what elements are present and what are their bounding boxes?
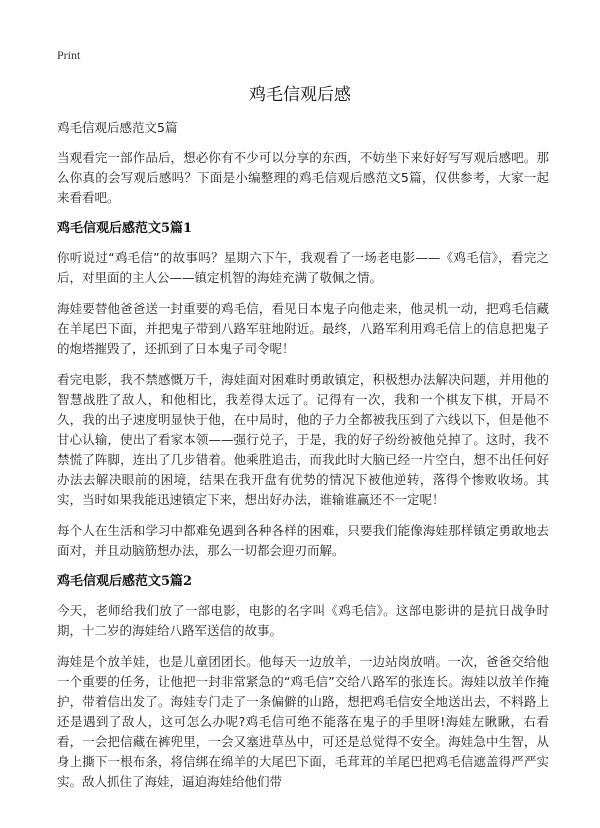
subtitle: 鸡毛信观后感范文5篇 xyxy=(57,120,178,135)
paragraph: 海娃要替他爸爸送一封重要的鸡毛信，看见日本鬼子向他走来，他灵机一动，把鸡毛信藏在羊尾巴下面，并把鬼子带到八路军驻地附近。最终，八路军利用鸡毛信上的信息把鬼子的炮塔摧毁了，还抓到了日本鬼子司令呢！ xyxy=(57,301,549,356)
page-title: 鸡毛信观后感 xyxy=(249,85,351,105)
paragraph: 海娃是个放羊娃，也是儿童团团长。他每天一边放羊，一边站岗放哨。一次，爸爸交给他一个重要的任务，让他把一封非常紧急的“鸡毛信”交给八路军的张连长。海娃以放羊作掩护，带着信出发了。海娃专门走了一条偏僻的山路，想把鸡毛信安全地送出去，不料路上还是遇到了敌人，这可怎么办呢?鸡毛信可绝不能落在鬼子的手里呀!海娃左瞅瞅，右看看，一会把信藏在裤兜里，一会又塞进草丛中，可还是总觉得不安全。海娃急中生智，从身上撕下一根布条，将信绑在绵羊的大尾巴下面，毛茸茸的羊尾巴把鸡毛信遮盖得严严实实。敌人抓住了海娃，逼迫海娃给他们带 xyxy=(57,654,549,789)
section-heading: 鸡毛信观后感范文5篇1 xyxy=(57,221,193,236)
article-body xyxy=(57,118,549,803)
paragraph: 看完电影，我不禁感慨万千，海娃面对困难时勇敢镇定，积极想办法解决问题，并用他的智慧战胜了敌人，和他相比，我差得太远了。记得有一次，我和一个棋友下棋，开局不久，我的出子速度明显快于他，在中局时，他的子力全都被我压到了六线以下，但是他不甘心认输，使出了看家本领——强行兑子，于是，我的好子纷纷被他兑掉了。这时，我不禁慌了阵脚，连出了几步错着。他乘胜追击，而我此时大脑已经一片空白，想不出任何好办法去解决眼前的困境，结果在我开盘有优势的情况下被他逆转，落得个惨败收场。其实，当时如果我能迅速镇定下来，想出好办法，谁输谁赢还不一定呢！ xyxy=(57,372,549,507)
paragraph: 你听说过“鸡毛信”的故事吗？星期六下午，我观看了一场老电影——《鸡毛信》，看完之后，对里面的主人公——镇定机智的海娃充满了敬佩之情。 xyxy=(57,250,549,285)
paragraph: 今天，老师给我们放了一部电影，电影的名字叫《鸡毛信》。这部电影讲的是抗日战争时期，十二岁的海娃给八路军送信的故事。 xyxy=(57,603,549,638)
section-heading: 鸡毛信观后感范文5篇2 xyxy=(57,574,193,589)
print-link[interactable]: Print xyxy=(57,48,81,62)
paragraph: 每个人在生活和学习中都难免遇到各种各样的困难，只要我们能像海娃那样镇定勇敢地去面对，并且动脑筋想办法，那么一切都会迎刃而解。 xyxy=(57,523,549,558)
intro-paragraph: 当观看完一部作品后，想必你有不少可以分享的东西，不妨坐下来好好写写观后感吧。那么你真的会写观后感吗？下面是小编整理的鸡毛信观后感范文5篇，仅供参考，大家一起来看看吧。 xyxy=(57,150,549,205)
